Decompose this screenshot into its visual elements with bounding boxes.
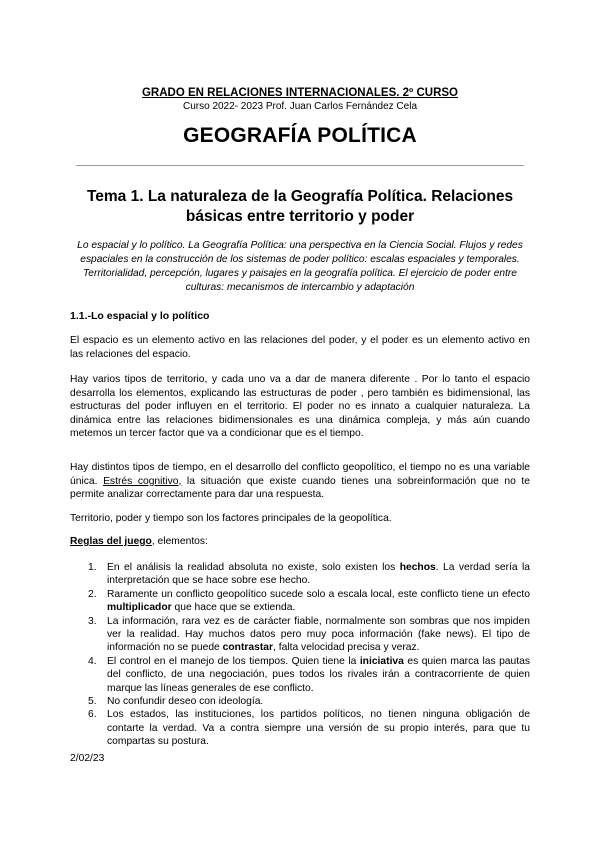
key-term: iniciativa [359,655,404,667]
paragraph-1: El espacio es un elemento activo en las relaciones del poder, y el poder es un elemento activo en las relaciones del espacio. [70,335,530,360]
topic-title [80,187,520,227]
list-item: 4. El control en el manejo de los tiempos. Quien tiene la iniciativa es quien marca las pautas del conflicto, de una negociación, pues todos los rivales irán a contracorriente de quien marque las líneas generales de ese conflicto. [88,655,530,694]
course-info: Curso 2022- 2023 Prof. Juan Carlos Fernández Cela [182,101,418,112]
list-item-number: 1. [88,562,97,573]
list-item-number: 3. [88,615,97,627]
page-title: GEOGRAFÍA POLÍTICA [183,124,417,147]
list-item: 1. En el análisis la realidad absoluta no existe, solo existen los hechos. La verdad sería la interpretación que se hace sobre ese hecho. [88,562,531,587]
list-item-number: 4. [88,655,97,667]
degree-heading: GRADO EN RELACIONES INTERNACIONALES. 2º CURSO [141,87,458,99]
key-term: hechos [399,562,436,573]
list-item: 6. Los estados, las instituciones, los partidos políticos, no tienen ninguna obligación de contarte la verdad. Va a contra siempre una versión de su propio interés, para que tu compartas su postura. [88,709,530,748]
list-item-number: 6. [88,709,97,721]
paragraph-5 [70,535,530,549]
topic-title-line-2: básicas entre territorio y poder [185,208,415,225]
list-item: 5. No confundir deseo con ideología. [88,696,264,708]
cognitive-stress-term: Estrés cognitivo, [103,475,182,487]
section-heading: 1.1.-Lo espacial y lo político [70,310,210,322]
paragraph-3-end: la situación que existe cuando tienes una sobreinformación que no te permite analizar correctamente para dar una respuesta. [70,475,531,501]
list-item: 3. La información, rara vez es de carácter fiable, normalmente son sombras que nos impiden ver la realidad. Hay muchos datos pero muy poca información (fake news). El tipo de información no se puede contrastar, falta velocidad precisa y veraz. [88,615,530,654]
list-item-number: 5. [88,696,97,708]
rules-list [88,561,530,749]
rules-of-game-term: Reglas del juego [70,536,152,547]
document-date: 2/02/23 [70,753,105,764]
key-term: contrastar [222,642,273,654]
paragraph-4: Territorio, poder y tiempo son los factores principales de la geopolítica. [70,513,392,524]
paragraph-2: Hay varios tipos de territorio, y cada uno va a dar de manera diferente . Por lo tanto el espacio desarrolla los elementos, explicando las estructuras de poder , pero también es bidimensional, las estructuras del poder influyen en el territorio. El poder no es innato a cualquier naturaleza. La dinámica entre las relaciones bidimensionales es una dinámica compleja, y más aún cuando metemos un tercer factor que va a condicionar que es el tiempo. [70,374,530,440]
rules-of-game-suffix: , elementos: [151,536,208,547]
topic-title-line-1: Tema 1. La naturaleza de la Geografía Política. Relaciones [86,188,514,205]
paragraph-3 [70,461,530,502]
list-item: 2. Raramente un conflicto geopolítico sucede solo a escala local, este conflicto tiene un efecto multiplicador que hace que se extienda. [88,588,530,614]
list-item-number: 2. [88,588,97,600]
paragraph-3-start: Hay distintos tipos de tiempo, en el desarrollo del conflicto geopolítico, el tiempo no es una variable única. [70,462,530,487]
topic-intro: Lo espacial y lo político. La Geografía Política: una perspectiva en la Ciencia Social. Flujos y redes espaciales en la construcción de los sistemas de poder político: escalas espaciales y temporales. Territorialidad, percepción, lugares y paisajes en la geografía política. El ejercicio de poder entre culturas: mecanismos de intercambio y adaptación [77,240,523,293]
horizontal-divider [76,165,524,166]
key-term: multiplicador [107,602,172,614]
